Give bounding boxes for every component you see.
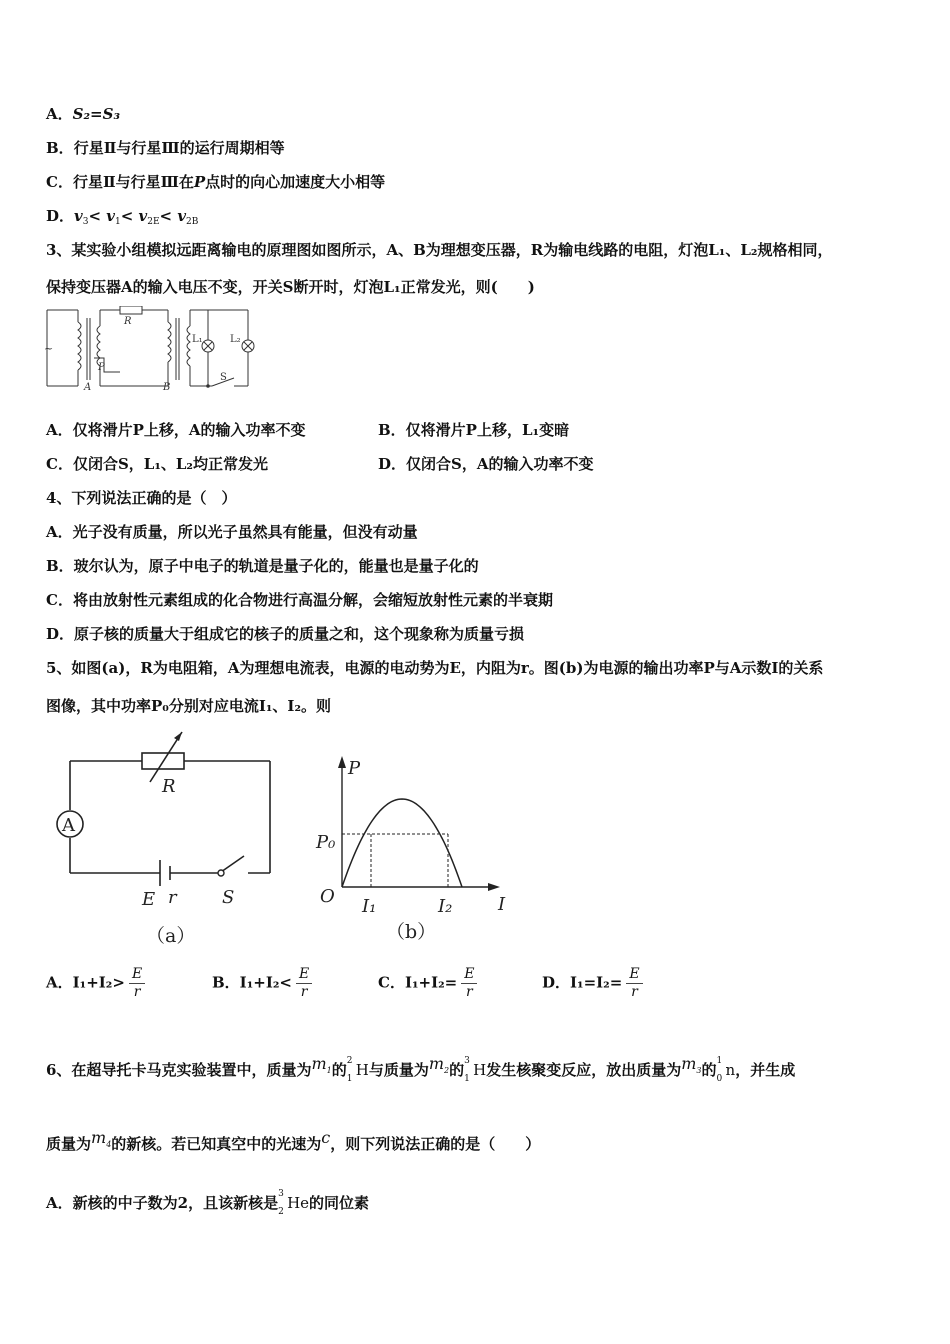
internal-resistance-label: r: [168, 887, 177, 908]
resistor-label: R: [124, 316, 132, 327]
origin-label: O: [320, 886, 335, 907]
figure-b-caption: （b）: [386, 921, 437, 943]
i-axis-label: I: [498, 894, 506, 915]
figure-a-caption: （a）: [146, 925, 196, 947]
tritium-symbol: 3 1 H: [464, 1056, 487, 1084]
q5-circuit-figure-a: [50, 728, 280, 953]
transformer-b-label: B: [163, 382, 171, 392]
q4-option-a: A．光子没有质量，所以光子虽然具有能量，但没有动量: [46, 523, 418, 541]
deuterium-symbol: 2 1 H: [346, 1056, 369, 1084]
source-symbol: ~: [44, 342, 54, 355]
q2-option-c: C．行星Ⅱ与行星Ⅲ在P点时的向心加速度大小相等: [46, 173, 386, 191]
q3-option-b: B．仅将滑片P上移，L₁变暗: [378, 421, 570, 439]
transformer-a-label: A: [84, 382, 92, 392]
lamp1-label: L₁: [192, 334, 203, 345]
q6-stem-line2: 质量为$m_4$的新核。若已知真空中的光速为c，则下列说法正确的是（ ）: [46, 1128, 541, 1153]
q5-option-a: A．I₁+I₂> $\frac{E}{r}$: [46, 966, 145, 1001]
q3-stem-line1: 3、某实验小组模拟远距离输电的原理图如图所示，A、B为理想变压器，R为输电线路的电阻，灯泡L₁、L₂规格相同，: [46, 241, 833, 259]
switch-label: S: [220, 372, 227, 383]
q5-stem-line2: 图像，其中功率P₀分别对应电流I₁、I₂。则: [46, 697, 332, 715]
q3-transformer-diagram: [42, 306, 257, 392]
q4-option-b: B．玻尔认为，原子中电子的轨道是量子化的，能量也是量子化的: [46, 557, 479, 575]
q4-stem: 4、下列说法正确的是（ ）: [46, 489, 237, 507]
slider-label: P: [98, 362, 105, 373]
q5-power-graph-figure-b: [310, 752, 530, 952]
p-axis-label: P: [348, 758, 361, 779]
q5-option-c: C．I₁+I₂= $\frac{E}{r}$: [378, 966, 477, 1001]
q2-option-d: D．$v_3< v_1< v_{2E}< v_{2B}$: [46, 207, 199, 227]
q5-option-d: D．I₁=I₂= $\frac{E}{r}$: [542, 966, 643, 1001]
q3-option-c: C．仅闭合S，L₁、L₂均正常发光: [46, 455, 269, 473]
lamp2-label: L₂: [230, 334, 241, 345]
p0-label: P₀: [316, 832, 336, 853]
power-curve: [342, 799, 462, 887]
q5-option-b: B．I₁+I₂< $\frac{E}{r}$: [212, 966, 312, 1001]
q4-option-d: D．原子核的质量大于组成它的核子的质量之和，这个现象称为质量亏损: [46, 625, 525, 643]
q3-stem-line2: 保持变压器A的输入电压不变，开关S断开时，灯泡L₁正常发光，则( ): [46, 278, 535, 296]
q4-option-c: C．将由放射性元素组成的化合物进行高温分解，会缩短放射性元素的半衰期: [46, 591, 553, 609]
q2-option-b: B．行星Ⅱ与行星Ⅲ的运行周期相等: [46, 139, 285, 157]
i2-label: I₂: [438, 896, 453, 917]
switch-s-label: S: [222, 887, 235, 908]
helium-symbol: 3 2 He: [278, 1189, 310, 1217]
neutron-symbol: 1 0 n: [716, 1056, 736, 1084]
emf-label: E: [142, 889, 156, 910]
q3-option-a: A．仅将滑片P上移，A的输入功率不变: [46, 421, 306, 439]
i1-label: I₁: [362, 896, 377, 917]
ammeter-label: A: [62, 815, 75, 836]
q3-option-d: D．仅闭合S，A的输入功率不变: [378, 455, 594, 473]
q5-stem-line1: 5、如图(a)，R为电阻箱，A为理想电流表，电源的电动势为E，内阻为r。图(b)为电源的输出功率P与A示数I的关系: [46, 659, 824, 677]
q6-option-a: A．新核的中子数为2，且该新核是 3 2 He的同位素: [46, 1189, 370, 1217]
q2-option-a: A．S₂=S₃: [46, 105, 121, 123]
q6-stem-line1: 6、在超导托卡马克实验装置中，质量为$m_1$的 2 1 H与质量为$m_2$的 3 1 H发生核聚变反应，放出质量为$m_3$的 1 0 n，并生成: [46, 1054, 796, 1084]
resistor-box-label: R: [162, 776, 176, 797]
